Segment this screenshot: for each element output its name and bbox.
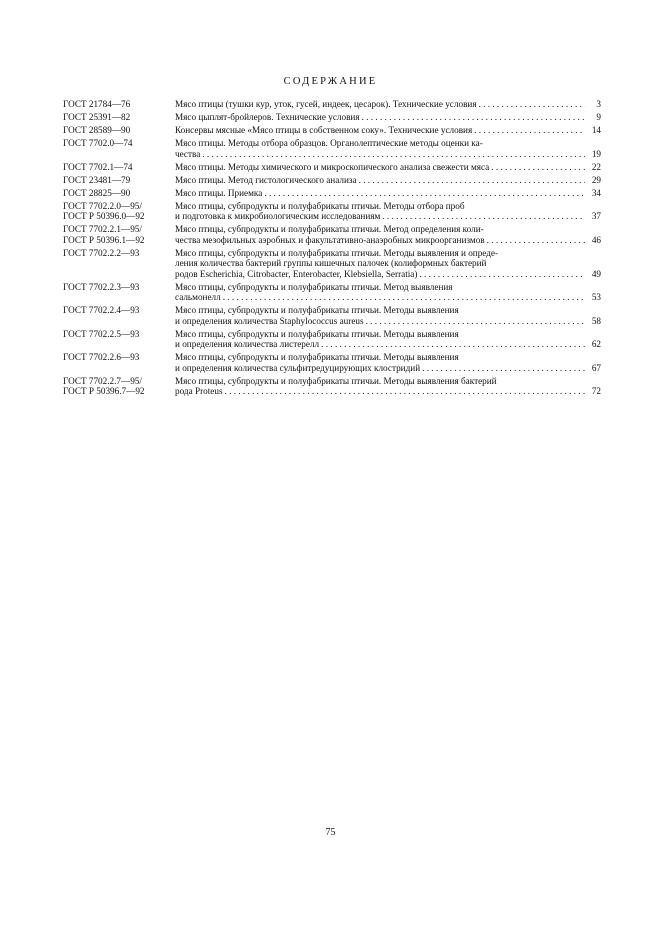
description-line: Мясо птицы, субпродукты и полуфабрикаты птичьи. Метод определения коли- bbox=[175, 224, 484, 234]
entry-description bbox=[175, 125, 601, 136]
toc-entry[interactable] bbox=[63, 352, 601, 373]
dot-leader bbox=[202, 149, 585, 160]
standard-code: ГОСТ 23481—79 bbox=[63, 174, 131, 185]
description-line: Мясо птицы, субпродукты и полуфабрикаты птичьи. Методы отбора проб bbox=[175, 200, 465, 211]
dot-leader bbox=[382, 211, 585, 222]
page-ref: 14 bbox=[591, 125, 601, 135]
description-line: родов Escherichia, Citrobacter, Enterobacter, Klebsiella, Serratia) bbox=[175, 268, 418, 279]
toc-entry[interactable] bbox=[63, 99, 601, 110]
dot-leader bbox=[223, 292, 585, 303]
dot-leader bbox=[479, 99, 585, 110]
description-line: ления количества бактерий группы кишечных палочек (колиформных бактерий bbox=[175, 258, 487, 268]
description-line: сальмонелл bbox=[175, 292, 221, 302]
description-line: Мясо птицы. Метод гистологического анализа bbox=[175, 174, 357, 185]
description-line: Мясо птицы. Методы химического и микроскопического анализа свежести мяса bbox=[175, 161, 490, 172]
description-line: Мясо птицы, субпродукты и полуфабрикаты птичьи. Методы выявления бактерий bbox=[175, 375, 497, 386]
toc-entry[interactable] bbox=[63, 175, 601, 186]
dot-leader bbox=[487, 235, 585, 246]
table-of-contents bbox=[63, 99, 601, 399]
entry-description bbox=[175, 352, 601, 373]
standard-code: ГОСТ 7702.2.0—95/ ГОСТ Р 50396.0—92 bbox=[63, 200, 145, 221]
entry-description bbox=[175, 248, 601, 280]
toc-entry[interactable] bbox=[63, 329, 601, 350]
toc-entry[interactable] bbox=[63, 282, 601, 303]
dot-leader bbox=[362, 112, 585, 123]
standard-code: ГОСТ 28825—90 bbox=[63, 187, 131, 198]
description-line: и подготовка к микробиологическим исследованиям bbox=[175, 211, 381, 221]
page-ref: 34 bbox=[591, 187, 601, 198]
dot-leader bbox=[321, 339, 585, 350]
standard-code: ГОСТ 28589—90 bbox=[63, 125, 131, 135]
page-ref: 9 bbox=[596, 112, 601, 122]
standard-code: ГОСТ 7702.2.2—93 bbox=[63, 247, 140, 258]
standard-code: ГОСТ 25391—82 bbox=[63, 112, 131, 122]
entry-description bbox=[175, 99, 601, 110]
description-line: Консервы мясные «Мясо птицы в собственном соку». Технические условия bbox=[175, 125, 473, 135]
entry-description bbox=[175, 282, 601, 303]
dot-leader bbox=[419, 269, 585, 280]
standard-code: ГОСТ 7702.2.1—95/ ГОСТ Р 50396.1—92 bbox=[63, 224, 145, 245]
dot-leader bbox=[359, 175, 585, 186]
standard-code: ГОСТ 7702.2.5—93 bbox=[63, 328, 140, 339]
entry-description bbox=[175, 376, 601, 397]
description-line: и определения количества Staphylococcus aureus bbox=[175, 315, 364, 326]
page-ref: 37 bbox=[591, 211, 601, 221]
page-ref: 72 bbox=[591, 386, 601, 396]
dot-leader bbox=[474, 125, 585, 136]
toc-entry[interactable] bbox=[63, 376, 601, 397]
description-line: Мясо птицы, субпродукты и полуфабрикаты птичьи. Методы выявления bbox=[175, 352, 459, 362]
description-line: Мясо птицы, субпродукты и полуфабрикаты птичьи. Методы выявления bbox=[175, 328, 459, 339]
page-ref: 19 bbox=[591, 148, 601, 159]
dot-leader bbox=[366, 316, 585, 327]
entry-description bbox=[175, 224, 601, 245]
page-ref: 22 bbox=[591, 161, 601, 172]
description-line: чества bbox=[175, 148, 201, 159]
page-ref: 62 bbox=[591, 339, 601, 349]
entry-description bbox=[175, 175, 601, 186]
page-ref: 53 bbox=[591, 292, 601, 302]
description-line: и определения количества сульфитредуцирующих клостридий bbox=[175, 362, 421, 373]
toc-entry[interactable] bbox=[63, 305, 601, 326]
standard-code: ГОСТ 7702.0—74 bbox=[63, 138, 133, 148]
dot-leader bbox=[264, 188, 585, 199]
description-line: и определения количества листерелл bbox=[175, 339, 320, 349]
description-line: Мясо птицы. Приемка bbox=[175, 187, 263, 198]
dot-leader bbox=[225, 386, 585, 397]
toc-entry[interactable] bbox=[63, 188, 601, 199]
toc-entry[interactable] bbox=[63, 201, 601, 222]
description-line: Мясо птицы, субпродукты и полуфабрикаты птичьи. Методы выявления и опреде- bbox=[175, 247, 499, 258]
description-line: Мясо птицы (тушки кур, уток, гусей, индеек, цесарок). Технические условия bbox=[175, 99, 477, 109]
description-line: Мясо птицы, субпродукты и полуфабрикаты птичьи. Методы выявления bbox=[175, 305, 459, 315]
description-line: Мясо птицы, субпродукты и полуфабрикаты птичьи. Метод выявления bbox=[175, 281, 453, 292]
page-ref: 3 bbox=[596, 99, 601, 109]
page-number: 75 bbox=[325, 827, 336, 838]
entry-description bbox=[175, 329, 601, 350]
entry-description bbox=[175, 112, 601, 123]
page-ref: 67 bbox=[591, 362, 601, 373]
toc-entry[interactable] bbox=[63, 224, 601, 245]
entry-description bbox=[175, 305, 601, 326]
page-ref: 29 bbox=[591, 174, 601, 185]
standard-code: ГОСТ 7702.2.7—95/ ГОСТ Р 50396.7—92 bbox=[63, 375, 145, 396]
entry-description bbox=[175, 188, 601, 199]
standard-code: ГОСТ 7702.2.3—93 bbox=[63, 281, 140, 292]
description-line: Мясо птицы. Методы отбора образцов. Органолептические методы оценки ка- bbox=[175, 138, 483, 148]
description-line: чества мезофильных аэробных и факультативно-анаэробных микроорганизмов bbox=[175, 234, 485, 245]
toc-entry[interactable] bbox=[63, 248, 601, 280]
standard-code: ГОСТ 21784—76 bbox=[63, 99, 131, 109]
toc-entry[interactable] bbox=[63, 138, 601, 159]
toc-entry[interactable] bbox=[63, 162, 601, 173]
dot-leader bbox=[491, 162, 585, 173]
standard-code: ГОСТ 7702.2.6—93 bbox=[63, 352, 140, 362]
description-line: Мясо цыплят-бройлеров. Технические условия bbox=[175, 112, 360, 122]
toc-entry[interactable] bbox=[63, 112, 601, 123]
entry-description bbox=[175, 138, 601, 159]
dot-leader bbox=[422, 363, 585, 374]
toc-entry[interactable] bbox=[63, 125, 601, 136]
standard-code: ГОСТ 7702.2.4—93 bbox=[63, 305, 140, 315]
page-ref: 49 bbox=[591, 268, 601, 279]
description-line: рода Proteus bbox=[175, 386, 223, 396]
page-ref: 46 bbox=[591, 234, 601, 245]
entry-description bbox=[175, 162, 601, 173]
entry-description bbox=[175, 201, 601, 222]
standard-code: ГОСТ 7702.1—74 bbox=[63, 161, 133, 172]
contents-title: СОДЕРЖАНИЕ bbox=[283, 76, 378, 87]
page-ref: 58 bbox=[591, 315, 601, 326]
